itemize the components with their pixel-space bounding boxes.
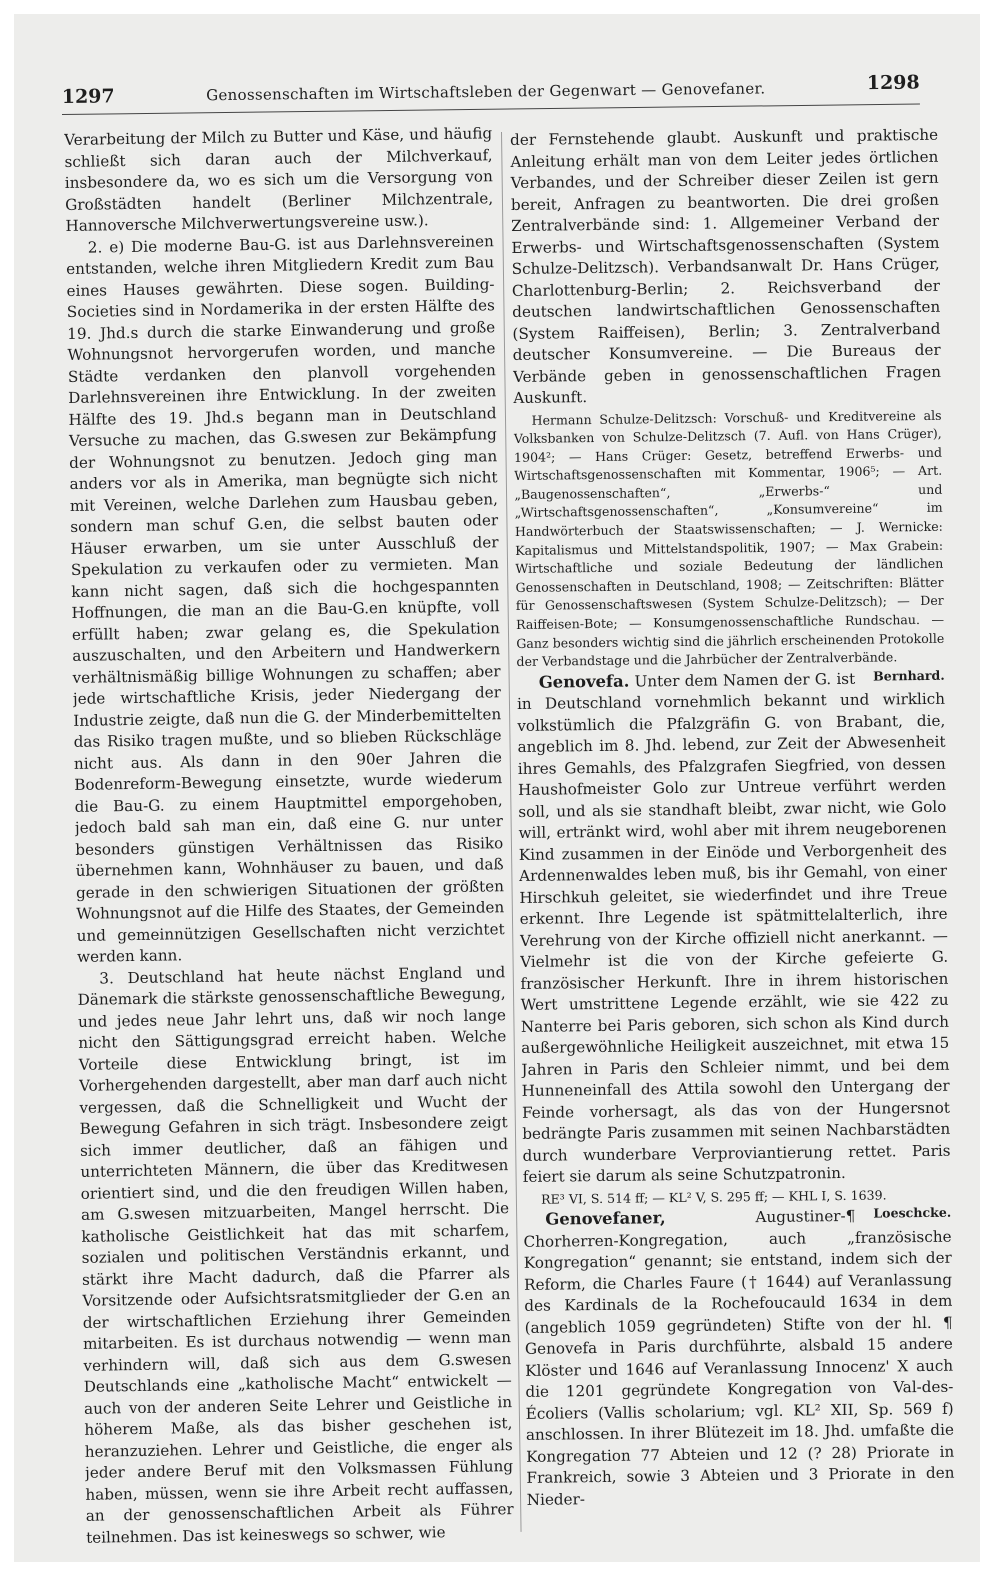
literature-text: Hermann Schulze-Delitzsch: Vorschuß- und Kreditvereine als Volksbanken von Schulze-Delitzsch (7. Aufl. von Hans Crüger), 1904²; — Hans Crüger: Gesetz, betreffend Erwerbs- und Wirtschaftsgenossenschaften mit Kommentar, 1906⁵; — Art. „Baugenossenschaften“, „Erwerbs-“ und „Wirtschaftsgenossenschaften“, „Konsumvereine“ im Handwörterbuch der Staatswissenschaften; — J. Wernicke: Kapitalismus und Mittelstandspolitik, 1907; — Max Grabein: Wirtschaftliche und soziale Bedeutung der ländlichen Genossenschaften in Deutschland, 1908; — Zeitschriften: Blätter für Genossenschaftswesen (System Schulze-Delitzsch); — Der Raiffeisen-Bote; — Konsumgenossenschaftliche Rundschau. — Ganz besonders wichtig sind die jährlich erscheinenden Protokolle der Verbandstage und die Jahrbücher der Zentralverbände. bbox=[513, 407, 945, 670]
literature-text: RE³ VI, S. 514 ff; — KL² V, S. 295 ff; — KHL I, S. 1639. bbox=[540, 1187, 887, 1207]
headword-genovefaner: Genovefaner, bbox=[545, 1208, 666, 1230]
paragraph: 2. e) Die moderne Bau-G. ist aus Darlehnsvereinen entstanden, welche ihren Mitgliedern Kredit zum Bau eines Hauses gewährten. Diese sogen. Building-Societies sind in Nordamerika in der ersten Hälfte des 19. Jhd.s durch die starke Einwanderung und große Wohnungsnot hervorgerufen worden, und manche Städte verdanken den planvoll vorgehenden Darlehnsvereinen ihre Entwicklung. In der zweiten Hälfte des 19. Jhd.s begann man in Deutschland Versuche zu machen, das G.swesen zur Bekämpfung der Wohnungsnot zu benutzen. Jedoch ging man anders vor als in Amerika, man begnügte sich nicht mit Vereinen, welche Darlehen zum Hausbau geben, sondern man schuf G.en, die selbst bauten oder Häuser erwarben, um sie unter Ausschluß der Spekulation zu verkaufen oder zu vermieten. Man kann nicht sagen, daß sich die hochgespannten Hoffnungen, die man an die Bau-G.en knüpfte, voll erfüllt haben; zwar gelang es, die Spekulation auszuschalten, und den Arbeitern und Handwerkern verhältnismäßig billige Wohnungen zu schaffen; aber jede wirtschaftliche Krisis, jeder Niedergang der Industrie zeigte, daß nun die G. der Minderbemittelten das Risiko tragen mußte, und so blieben Rückschläge nicht aus. Als dann in den 90er Jahren die Bodenreform-Bewegung einsetzte, wurde wiederum die Bau-G. zu einem Hauptmittel emporgehoben, jedoch bald sah man ein, daß eine G. nur unter besonders günstigen Verhältnissen das Risiko übernehmen kann, Wohnhäuser zu bauen, und daß gerade in den schwierigen Situationen der größten Wohnungsnot auf die Hilfe des Staates, der Gemeinden und gemeinnützigen Gesellschaften nicht verzichtet werden kann. bbox=[66, 231, 505, 966]
right-column bbox=[510, 125, 955, 1550]
paragraph: der Fernstehende glaubt. Auskunft und praktische Anleitung erhält man von dem Leiter jedes örtlichen Verbandes, und der Schreiber dieser Zeilen ist gern bereit, Anfragen zu beantworten. Die drei großen Zentralverbände sind: 1. Allgemeiner Verband der Erwerbs- und Wirtschaftsgenossenschaften (System Schulze-Delitzsch). Verbandsanwalt Dr. Hans Crüger, Charlottenburg-Berlin; 2. Reichsverband der deutschen landwirtschaftlichen Genossenschaften (System Raiffeisen), Berlin; 3. Zentralverband deutscher Konsumvereine. — Die Bureaus der Verbände geben in genossenschaftlichen Fragen Auskunft. bbox=[510, 125, 942, 407]
document-page bbox=[14, 14, 980, 1562]
paragraph: Verarbeitung der Milch zu Butter und Käse, und häufig schließt sich daran auch der Milchverkauf, insbesondere da, wo es sich um die Versorgung von Großstädten handelt (Berliner Milchzentrale, Hannoversche Milchverwertungsvereine usw.). bbox=[64, 124, 494, 235]
running-title: Genossenschaften im Wirtschaftsleben der Gegenwart — Genovefaner. bbox=[206, 79, 766, 105]
headword-genovefa: Genovefa. bbox=[538, 671, 630, 692]
entry-genovefa bbox=[517, 667, 951, 1189]
entry-text: Augustiner-¶ Chorherren-Kongregation, auch „französische Kongregation“ genannt; sie entstand, indem sich der Reform, die Charles Faure († 1644) auf Veranlassung des Kardinals de la Rochefoucauld 1634 in dem (angeblich 1059 gegründeten) Stifte von der hl. ¶ Genovefa in Paris durchführte, alsbald 15 andere Klöster und 1646 auf Veranlassung Innocenz' X auch die 1201 gegründete Kongregation von Val-des-Écoliers (Vallis scholarium; vgl. KL² XII, Sp. 569 f) anschlossen. In ihrer Blütezeit im 18. Jhd. umfaßte die Kongregation 77 Abteien und 12 (? 28) Priorate in Frankreich, sowie 3 Abteien und 3 Priorate in den Nieder- bbox=[523, 1207, 955, 1509]
page-number-right: 1298 bbox=[866, 71, 920, 95]
author-signature: Bernhard. bbox=[873, 667, 945, 684]
entry-genovefaner bbox=[523, 1204, 955, 1511]
page-number-left: 1297 bbox=[61, 85, 115, 109]
left-column bbox=[64, 123, 514, 1560]
paragraph: 3. Deutschland hat heute nächst England und Dänemark die stärkste genossenschaftliche Bewegung, und jedes neue Jahr lehrt uns, daß wir noch lange nicht den Sättigungsgrad erreicht haben. Welche Vorteile diese Entwicklung bringt, ist im Vorhergehenden dargestellt, aber man darf auch nicht vergessen, daß die Schnelligkeit und Wucht der Bewegung Gefahren in sich trägt. Insbesondere zeigt sich immer deutlicher, daß an fähigen und unterrichteten Männern, die über das Kreditwesen orientiert sind, und die den freudigen Willen haben, am G.swesen mitzuarbeiten, Mangel herrscht. Die katholische Geistlichkeit hat das mit scharfem, sozialen und politischen Verständnis erkannt, und stärkt ihre Macht dadurch, daß die Pfarrer als Vorsitzende oder Aufsichtsratsmitglieder der G.en an der wirtschaftlichen Erziehung ihrer Gemeinden mitarbeiten. Es ist durchaus notwendig — wenn man verhindern will, daß sich aus dem G.swesen Deutschlands eine „katholische Macht“ entwickelt — auch von der anderen Seite Lehrer und Geistliche in höherem Maße, als das bisher geschehen ist, heranzuziehen. Lehrer und Geistliche, die enger als jeder andere Beruf mit den Volksmassen Fühlung haben, müssen, wenn sie ihre Arbeit recht auffassen, an der genossenschaftlichen Arbeit als Führer teilnehmen. Das ist keineswegs so schwer, wie bbox=[77, 962, 514, 1547]
entry-text: Unter dem Namen der G. ist in Deutschland vornehmlich bekannt und wirklich volkstümlich die Pfalzgräfin G. von Brabant, die, angeblich im 8. Jhd. lebend, zur Zeit der Abwesenheit ihres Gemahls, des Pfalzgrafen Siegfried, von dessen Haushofmeister Golo zur Untreue verführt werden soll, und als sie standhaft bleibt, zwar nicht, wie Golo will, ertränkt wird, wohl aber mit ihrem neugeborenen Kind zusammen in der Einöde und Verborgenheit des Ardennenwaldes leben muß, bis ihr Gemahl, von einer Hirschkuh geleitet, sie wiederfindet und ihre Treue erkennt. Ihre Legende ist spätmittelalterlich, ihre Verehrung von der Kirche offiziell nicht anerkannt. — Vielmehr ist die von der Kirche gefeierte G. französischer Herkunft. Ihre in ihrem historischen Wert umstrittene Legende erzählt, wie sie 422 zu Nanterre bei Paris geboren, sich schon als Kind durch außergewöhnliche Heiligkeit auszeichnet, mit etwa 15 Jahren in Paris den Schleier nimmt, und bei dem Hunneneinfall des Attila sowohl den Untergang der Feinde vorhersagt, als das von der Hungersnot bedrängte Paris zusammen mit seinen Nachbarstädten durch wunderbare Verproviantierung rettet. Paris feiert sie darum als seine Schutzpatronin. bbox=[516, 669, 951, 1187]
running-header bbox=[62, 66, 920, 115]
author-signature: Loeschcke. bbox=[873, 1205, 952, 1222]
